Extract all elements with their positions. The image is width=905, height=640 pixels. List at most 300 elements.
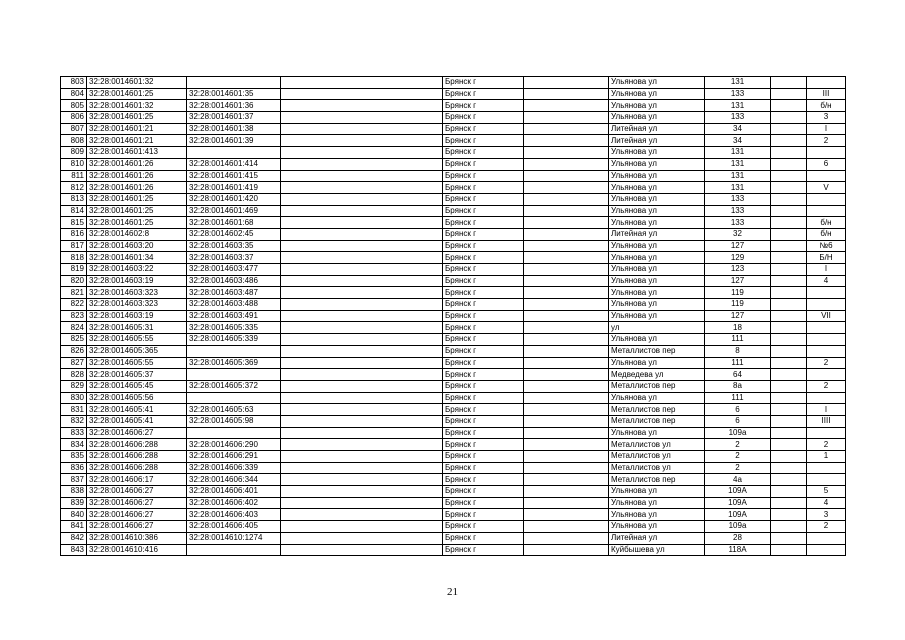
city-cell: Брянск г (443, 334, 524, 346)
city-cell: Брянск г (443, 170, 524, 182)
house-number-cell: 131 (705, 182, 771, 194)
city-cell: Брянск г (443, 193, 524, 205)
street-cell: Металлистов ул (609, 451, 705, 463)
street-cell: Ульянова ул (609, 240, 705, 252)
cadastral-number-cell: 32:28:0014603:323 (87, 299, 187, 311)
blank-column-2-cell (524, 205, 609, 217)
building-number-cell (807, 369, 846, 381)
cadastral-number-cell: 32:28:0014606:17 (87, 474, 187, 486)
street-cell: Литейная ул (609, 228, 705, 240)
building-number-cell: 3 (807, 112, 846, 124)
blank-column-3-cell (771, 112, 807, 124)
object-cadastral-number-cell: 32:28:0014610:1274 (187, 532, 281, 544)
blank-column-2-cell (524, 77, 609, 89)
row-number-cell: 806 (61, 112, 87, 124)
street-cell: Металлистов ул (609, 439, 705, 451)
building-number-cell: №6 (807, 240, 846, 252)
house-number-cell: 131 (705, 158, 771, 170)
blank-column-3-cell (771, 158, 807, 170)
table-row (61, 451, 846, 463)
blank-column-3-cell (771, 205, 807, 217)
blank-column-3-cell (771, 427, 807, 439)
blank-column-cell (281, 182, 443, 194)
blank-column-cell (281, 322, 443, 334)
row-number-cell: 837 (61, 474, 87, 486)
blank-column-cell (281, 404, 443, 416)
object-cadastral-number-cell: 32:28:0014605:372 (187, 380, 281, 392)
blank-column-3-cell (771, 334, 807, 346)
street-cell: Ульянова ул (609, 147, 705, 159)
city-cell: Брянск г (443, 205, 524, 217)
blank-column-2-cell (524, 193, 609, 205)
table-row (61, 404, 846, 416)
blank-column-cell (281, 439, 443, 451)
street-cell: Ульянова ул (609, 275, 705, 287)
cadastral-number-cell: 32:28:0014605:41 (87, 415, 187, 427)
blank-column-2-cell (524, 275, 609, 287)
row-number-cell: 822 (61, 299, 87, 311)
city-cell: Брянск г (443, 451, 524, 463)
blank-column-3-cell (771, 357, 807, 369)
table-row (61, 486, 846, 498)
table-row (61, 357, 846, 369)
blank-column-2-cell (524, 252, 609, 264)
row-number-cell: 827 (61, 357, 87, 369)
blank-column-cell (281, 299, 443, 311)
building-number-cell: I (807, 404, 846, 416)
table-row (61, 217, 846, 229)
house-number-cell: 133 (705, 112, 771, 124)
building-number-cell (807, 322, 846, 334)
building-number-cell (807, 334, 846, 346)
register-table (60, 76, 846, 556)
table-row (61, 427, 846, 439)
city-cell: Брянск г (443, 486, 524, 498)
city-cell: Брянск г (443, 322, 524, 334)
building-number-cell: 1 (807, 451, 846, 463)
city-cell: Брянск г (443, 474, 524, 486)
row-number-cell: 816 (61, 228, 87, 240)
house-number-cell: 111 (705, 334, 771, 346)
building-number-cell (807, 170, 846, 182)
blank-column-3-cell (771, 264, 807, 276)
blank-column-3-cell (771, 486, 807, 498)
blank-column-2-cell (524, 532, 609, 544)
blank-column-2-cell (524, 334, 609, 346)
building-number-cell: 2 (807, 380, 846, 392)
cadastral-number-cell: 32:28:0014601:21 (87, 135, 187, 147)
object-cadastral-number-cell: 32:28:0014601:39 (187, 135, 281, 147)
street-cell: Ульянова ул (609, 427, 705, 439)
object-cadastral-number-cell: 32:28:0014601:68 (187, 217, 281, 229)
object-cadastral-number-cell: 32:28:0014606:290 (187, 439, 281, 451)
building-number-cell: 4 (807, 275, 846, 287)
building-number-cell: I (807, 123, 846, 135)
blank-column-2-cell (524, 228, 609, 240)
building-number-cell (807, 299, 846, 311)
street-cell: Металлистов пер (609, 474, 705, 486)
blank-column-cell (281, 217, 443, 229)
object-cadastral-number-cell (187, 345, 281, 357)
house-number-cell: 109А (705, 486, 771, 498)
blank-column-cell (281, 474, 443, 486)
blank-column-2-cell (524, 474, 609, 486)
house-number-cell: 2 (705, 451, 771, 463)
row-number-cell: 813 (61, 193, 87, 205)
blank-column-cell (281, 193, 443, 205)
table-row (61, 205, 846, 217)
object-cadastral-number-cell (187, 77, 281, 89)
building-number-cell: 4 (807, 497, 846, 509)
blank-column-3-cell (771, 392, 807, 404)
blank-column-3-cell (771, 228, 807, 240)
object-cadastral-number-cell: 32:28:0014601:414 (187, 158, 281, 170)
object-cadastral-number-cell: 32:28:0014601:420 (187, 193, 281, 205)
table-row (61, 123, 846, 135)
row-number-cell: 830 (61, 392, 87, 404)
house-number-cell: 18 (705, 322, 771, 334)
table-row (61, 532, 846, 544)
blank-column-cell (281, 392, 443, 404)
building-number-cell: 6 (807, 158, 846, 170)
city-cell: Брянск г (443, 369, 524, 381)
street-cell: Металлистов пер (609, 404, 705, 416)
table-row (61, 147, 846, 159)
street-cell: Литейная ул (609, 123, 705, 135)
building-number-cell (807, 287, 846, 299)
blank-column-cell (281, 135, 443, 147)
blank-column-3-cell (771, 404, 807, 416)
table-row (61, 380, 846, 392)
blank-column-2-cell (524, 486, 609, 498)
building-number-cell (807, 193, 846, 205)
row-number-cell: 836 (61, 462, 87, 474)
street-cell: Ульянова ул (609, 217, 705, 229)
cadastral-number-cell: 32:28:0014605:37 (87, 369, 187, 381)
table-row (61, 112, 846, 124)
blank-column-3-cell (771, 451, 807, 463)
house-number-cell: 119 (705, 299, 771, 311)
street-cell: Металлистов ул (609, 462, 705, 474)
house-number-cell: 127 (705, 275, 771, 287)
row-number-cell: 812 (61, 182, 87, 194)
table-row (61, 264, 846, 276)
house-number-cell: 127 (705, 310, 771, 322)
cadastral-number-cell: 32:28:0014606:27 (87, 486, 187, 498)
table-row (61, 509, 846, 521)
house-number-cell: 131 (705, 77, 771, 89)
city-cell: Брянск г (443, 275, 524, 287)
street-cell: Ульянова ул (609, 170, 705, 182)
blank-column-3-cell (771, 193, 807, 205)
table-row (61, 193, 846, 205)
cadastral-number-cell: 32:28:0014605:31 (87, 322, 187, 334)
house-number-cell: 118А (705, 544, 771, 556)
blank-column-3-cell (771, 287, 807, 299)
street-cell: Ульянова ул (609, 287, 705, 299)
table-row (61, 299, 846, 311)
blank-column-cell (281, 170, 443, 182)
row-number-cell: 824 (61, 322, 87, 334)
city-cell: Брянск г (443, 392, 524, 404)
building-number-cell (807, 77, 846, 89)
cadastral-number-cell: 32:28:0014602:8 (87, 228, 187, 240)
blank-column-cell (281, 509, 443, 521)
street-cell: Медведева ул (609, 369, 705, 381)
blank-column-2-cell (524, 462, 609, 474)
street-cell: Ульянова ул (609, 299, 705, 311)
table-row (61, 462, 846, 474)
city-cell: Брянск г (443, 380, 524, 392)
blank-column-cell (281, 275, 443, 287)
city-cell: Брянск г (443, 77, 524, 89)
city-cell: Брянск г (443, 135, 524, 147)
blank-column-2-cell (524, 369, 609, 381)
blank-column-3-cell (771, 275, 807, 287)
table-row (61, 77, 846, 89)
city-cell: Брянск г (443, 532, 524, 544)
object-cadastral-number-cell: 32:28:0014601:415 (187, 170, 281, 182)
cadastral-number-cell: 32:28:0014603:20 (87, 240, 187, 252)
blank-column-3-cell (771, 322, 807, 334)
cadastral-number-cell: 32:28:0014601:25 (87, 88, 187, 100)
blank-column-2-cell (524, 112, 609, 124)
blank-column-2-cell (524, 88, 609, 100)
blank-column-2-cell (524, 404, 609, 416)
row-number-cell: 819 (61, 264, 87, 276)
cadastral-number-cell: 32:28:0014603:19 (87, 310, 187, 322)
blank-column-3-cell (771, 415, 807, 427)
city-cell: Брянск г (443, 147, 524, 159)
city-cell: Брянск г (443, 100, 524, 112)
blank-column-2-cell (524, 497, 609, 509)
cadastral-number-cell: 32:28:0014606:27 (87, 497, 187, 509)
object-cadastral-number-cell: 32:28:0014601:419 (187, 182, 281, 194)
cadastral-number-cell: 32:28:0014601:25 (87, 193, 187, 205)
building-number-cell: б/н (807, 100, 846, 112)
building-number-cell: Б/Н (807, 252, 846, 264)
blank-column-3-cell (771, 345, 807, 357)
street-cell: Ульянова ул (609, 252, 705, 264)
building-number-cell: 2 (807, 357, 846, 369)
building-number-cell (807, 474, 846, 486)
building-number-cell: III (807, 88, 846, 100)
object-cadastral-number-cell: 32:28:0014606:405 (187, 521, 281, 533)
blank-column-cell (281, 486, 443, 498)
row-number-cell: 835 (61, 451, 87, 463)
blank-column-cell (281, 427, 443, 439)
city-cell: Брянск г (443, 357, 524, 369)
row-number-cell: 838 (61, 486, 87, 498)
cadastral-number-cell: 32:28:0014605:55 (87, 357, 187, 369)
building-number-cell: 3 (807, 509, 846, 521)
house-number-cell: 109а (705, 521, 771, 533)
blank-column-3-cell (771, 509, 807, 521)
table-row (61, 182, 846, 194)
blank-column-cell (281, 521, 443, 533)
object-cadastral-number-cell: 32:28:0014605:369 (187, 357, 281, 369)
object-cadastral-number-cell (187, 392, 281, 404)
row-number-cell: 823 (61, 310, 87, 322)
blank-column-cell (281, 544, 443, 556)
cadastral-number-cell: 32:28:0014605:41 (87, 404, 187, 416)
house-number-cell: 131 (705, 100, 771, 112)
row-number-cell: 818 (61, 252, 87, 264)
street-cell: Ульянова ул (609, 88, 705, 100)
blank-column-cell (281, 205, 443, 217)
object-cadastral-number-cell: 32:28:0014603:487 (187, 287, 281, 299)
building-number-cell (807, 427, 846, 439)
cadastral-number-cell: 32:28:0014605:56 (87, 392, 187, 404)
city-cell: Брянск г (443, 509, 524, 521)
house-number-cell: 131 (705, 170, 771, 182)
object-cadastral-number-cell: 32:28:0014603:477 (187, 264, 281, 276)
house-number-cell: 133 (705, 205, 771, 217)
blank-column-3-cell (771, 147, 807, 159)
row-number-cell: 842 (61, 532, 87, 544)
city-cell: Брянск г (443, 345, 524, 357)
city-cell: Брянск г (443, 544, 524, 556)
house-number-cell: 111 (705, 357, 771, 369)
row-number-cell: 840 (61, 509, 87, 521)
row-number-cell: 805 (61, 100, 87, 112)
object-cadastral-number-cell: 32:28:0014606:403 (187, 509, 281, 521)
object-cadastral-number-cell: 32:28:0014603:35 (187, 240, 281, 252)
object-cadastral-number-cell: 32:28:0014605:335 (187, 322, 281, 334)
blank-column-2-cell (524, 521, 609, 533)
row-number-cell: 825 (61, 334, 87, 346)
object-cadastral-number-cell: 32:28:0014603:486 (187, 275, 281, 287)
house-number-cell: 4а (705, 474, 771, 486)
blank-column-3-cell (771, 521, 807, 533)
blank-column-3-cell (771, 182, 807, 194)
house-number-cell: 109а (705, 427, 771, 439)
row-number-cell: 809 (61, 147, 87, 159)
blank-column-2-cell (524, 299, 609, 311)
house-number-cell: 34 (705, 135, 771, 147)
cadastral-number-cell: 32:28:0014601:26 (87, 182, 187, 194)
object-cadastral-number-cell: 32:28:0014601:35 (187, 88, 281, 100)
house-number-cell: 111 (705, 392, 771, 404)
cadastral-number-cell: 32:28:0014603:19 (87, 275, 187, 287)
cadastral-number-cell: 32:28:0014606:27 (87, 509, 187, 521)
row-number-cell: 828 (61, 369, 87, 381)
house-number-cell: 32 (705, 228, 771, 240)
table-row (61, 474, 846, 486)
page-number: 21 (447, 586, 458, 598)
blank-column-cell (281, 112, 443, 124)
cadastral-number-cell: 32:28:0014606:27 (87, 521, 187, 533)
city-cell: Брянск г (443, 228, 524, 240)
blank-column-2-cell (524, 415, 609, 427)
table-row (61, 252, 846, 264)
house-number-cell: 8а (705, 380, 771, 392)
house-number-cell: 6 (705, 415, 771, 427)
cadastral-number-cell: 32:28:0014601:26 (87, 158, 187, 170)
row-number-cell: 810 (61, 158, 87, 170)
row-number-cell: 804 (61, 88, 87, 100)
table-row (61, 310, 846, 322)
street-cell: Ульянова ул (609, 509, 705, 521)
object-cadastral-number-cell: 32:28:0014601:38 (187, 123, 281, 135)
street-cell: Куйбышева ул (609, 544, 705, 556)
table-row (61, 392, 846, 404)
table-row (61, 334, 846, 346)
city-cell: Брянск г (443, 88, 524, 100)
object-cadastral-number-cell: 32:28:0014606:402 (187, 497, 281, 509)
row-number-cell: 811 (61, 170, 87, 182)
cadastral-number-cell: 32:28:0014603:323 (87, 287, 187, 299)
blank-column-2-cell (524, 147, 609, 159)
street-cell: Металлистов пер (609, 415, 705, 427)
street-cell: Металлистов пер (609, 345, 705, 357)
blank-column-cell (281, 380, 443, 392)
street-cell: Ульянова ул (609, 392, 705, 404)
city-cell: Брянск г (443, 521, 524, 533)
cadastral-number-cell: 32:28:0014610:416 (87, 544, 187, 556)
street-cell: Ульянова ул (609, 100, 705, 112)
cadastral-number-cell: 32:28:0014601:34 (87, 252, 187, 264)
street-cell: Литейная ул (609, 532, 705, 544)
row-number-cell: 833 (61, 427, 87, 439)
row-number-cell: 808 (61, 135, 87, 147)
house-number-cell: 64 (705, 369, 771, 381)
city-cell: Брянск г (443, 240, 524, 252)
house-number-cell: 6 (705, 404, 771, 416)
blank-column-cell (281, 462, 443, 474)
object-cadastral-number-cell: 32:28:0014605:63 (187, 404, 281, 416)
city-cell: Брянск г (443, 287, 524, 299)
row-number-cell: 826 (61, 345, 87, 357)
blank-column-2-cell (524, 170, 609, 182)
table-row (61, 88, 846, 100)
cadastral-number-cell: 32:28:0014601:32 (87, 100, 187, 112)
house-number-cell: 129 (705, 252, 771, 264)
blank-column-cell (281, 345, 443, 357)
object-cadastral-number-cell: 32:28:0014601:37 (187, 112, 281, 124)
object-cadastral-number-cell (187, 147, 281, 159)
blank-column-cell (281, 228, 443, 240)
register-rows (61, 77, 846, 556)
city-cell: Брянск г (443, 427, 524, 439)
building-number-cell: I (807, 264, 846, 276)
city-cell: Брянск г (443, 310, 524, 322)
row-number-cell: 829 (61, 380, 87, 392)
blank-column-2-cell (524, 392, 609, 404)
blank-column-2-cell (524, 427, 609, 439)
cadastral-number-cell: 32:28:0014601:25 (87, 217, 187, 229)
building-number-cell: 5 (807, 486, 846, 498)
blank-column-3-cell (771, 240, 807, 252)
cadastral-number-cell: 32:28:0014605:365 (87, 345, 187, 357)
object-cadastral-number-cell: 32:28:0014606:339 (187, 462, 281, 474)
blank-column-3-cell (771, 252, 807, 264)
cadastral-number-cell: 32:28:0014605:55 (87, 334, 187, 346)
street-cell: Ульянова ул (609, 158, 705, 170)
blank-column-3-cell (771, 135, 807, 147)
street-cell: Ульянова ул (609, 334, 705, 346)
building-number-cell: V (807, 182, 846, 194)
cadastral-number-cell: 32:28:0014601:21 (87, 123, 187, 135)
street-cell: ул (609, 322, 705, 334)
city-cell: Брянск г (443, 439, 524, 451)
object-cadastral-number-cell: 32:28:0014605:98 (187, 415, 281, 427)
cadastral-number-cell: 32:28:0014601:25 (87, 205, 187, 217)
blank-column-3-cell (771, 439, 807, 451)
blank-column-2-cell (524, 182, 609, 194)
city-cell: Брянск г (443, 497, 524, 509)
house-number-cell: 127 (705, 240, 771, 252)
